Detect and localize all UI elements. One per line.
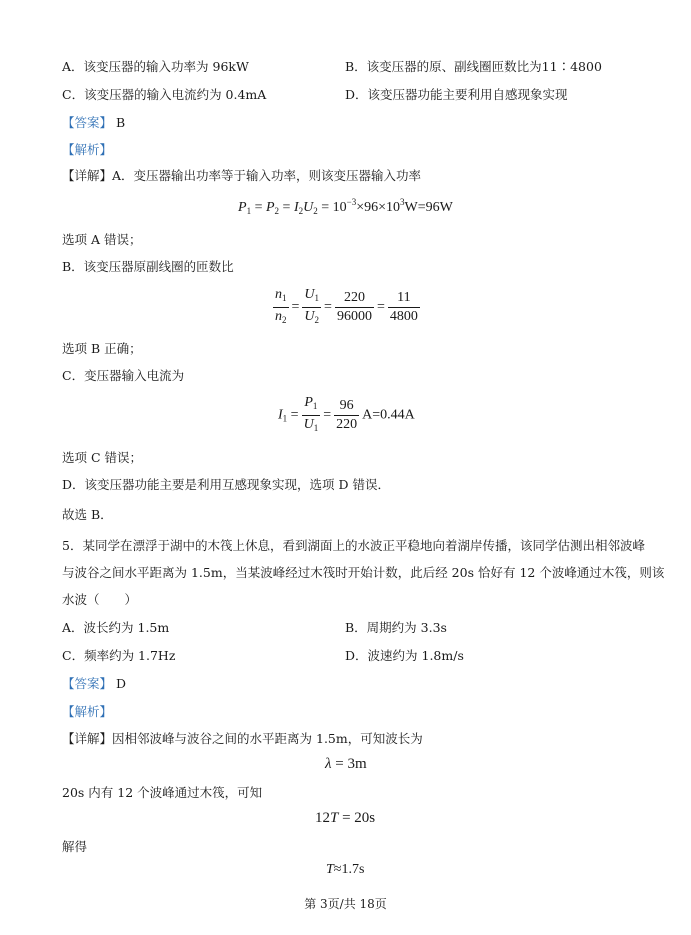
detail-a-text: A．变压器输出功率等于输入功率，则该变压器输入功率 (112, 168, 422, 183)
q4-conclusion: 故选 B． (62, 507, 113, 522)
q4-option-b: B．该变压器的原、副线圈匝数比为11∶4800 (345, 59, 602, 74)
q5-line-20s: 20s 内有 12 个波峰通过木筏，可知 (62, 785, 263, 800)
analysis-tag: 【解析】 (62, 704, 113, 719)
q4-detail-b: B．该变压器原副线圈的匝数比 (62, 259, 234, 274)
equation-turns-ratio: $\frac{n_1}{n_2}$ = $\frac{U_1}{U_2}$ = $\frac{220}{96000}$ = $\frac{11}{4800}$ (275, 287, 418, 325)
equation-current: $I_1$ = $\frac{P_1}{U_1}$ = $\frac{96}{220}$ A=0.44A (278, 395, 415, 433)
q5-option-d: D．波速约为 1.8m/s (345, 648, 464, 663)
answer-tag: 【答案】 (62, 676, 113, 691)
q5-option-c: C．频率约为 1.7Hz (62, 648, 176, 663)
q4-answer-line (62, 114, 125, 132)
q5-stem-1: 5．某同学在漂浮于湖中的木筏上休息，看到湖面上的水波正平稳地向着湖岸传播，该同学估测出相邻波峰 (62, 538, 645, 553)
answer-value: B (116, 115, 126, 130)
q5-stem-2: 与波谷之间水平距离为 1.5m，当某波峰经过木筏时开始计数，此后经 20s 恰好有 12 个波峰通过木筏，则该 (62, 565, 665, 580)
q5-solve: 解得 (62, 839, 88, 854)
analysis-tag: 【解析】 (62, 142, 113, 157)
q4-detail-a (62, 167, 421, 185)
detail-1-text: 因相邻波峰与波谷之间的水平距离为 1.5m，可知波长为 (112, 731, 423, 746)
q4-option-c: C．该变压器的输入电流约为 0.4mA (62, 87, 267, 102)
q4-option-d: D．该变压器功能主要利用自感现象实现 (345, 87, 568, 102)
q4-option-a: A．该变压器的输入功率为 96kW (62, 59, 249, 74)
a-wrong: 选项 A 错误； (62, 232, 142, 247)
q5-option-b: B．周期约为 3.3s (345, 620, 447, 635)
equation-power: $P_1 = P_2 = I_2U_2 = 10^{-3}\times 96\times 10^3W=96W$ (238, 197, 453, 216)
detail-tag: 【详解】 (62, 168, 113, 183)
page-footer: 第 3页/共 18页 (304, 897, 387, 911)
b-right: 选项 B 正确； (62, 341, 142, 356)
equation-period: 12T = 20s (315, 810, 376, 826)
q5-option-a: A．波长约为 1.5m (62, 620, 170, 635)
q5-stem-3: 水波（ ） (62, 592, 138, 607)
equation-t-result: T≈1.7s (326, 862, 365, 877)
q5-detail-1 (62, 730, 423, 748)
q5-answer-line (62, 675, 126, 693)
answer-value: D (116, 676, 127, 691)
q4-detail-c: C．变压器输入电流为 (62, 368, 185, 383)
q4-detail-d: D．该变压器功能主要是利用互感现象实现，选项 D 错误． (62, 477, 390, 492)
detail-tag: 【详解】 (62, 731, 113, 746)
answer-tag: 【答案】 (62, 115, 113, 130)
c-wrong: 选项 C 错误； (62, 450, 143, 465)
equation-wavelength: λ = 3m (325, 756, 367, 772)
